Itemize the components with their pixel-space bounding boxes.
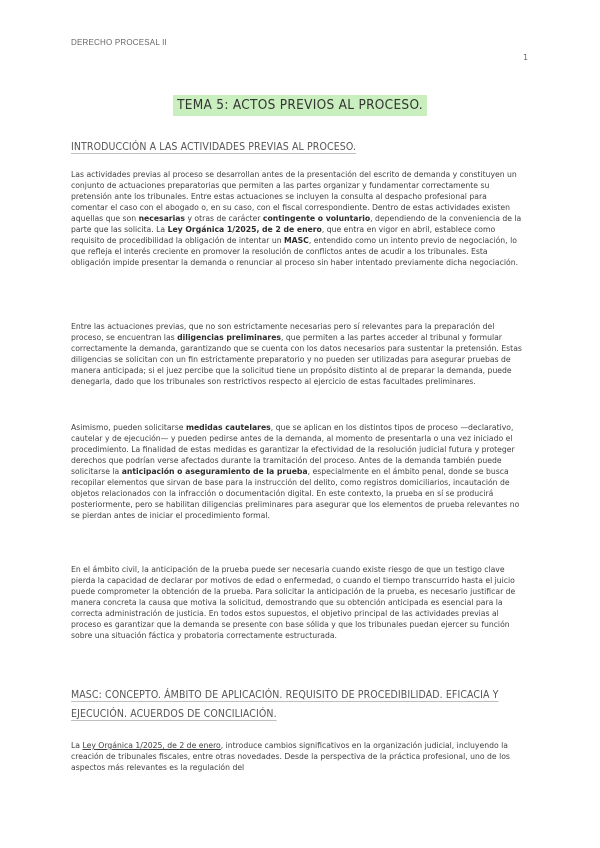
page-number: 1 (523, 53, 529, 62)
section-heading-masc: MASC: CONCEPTO. ÁMBITO DE APLICACIÓN. REQUISITO DE PROCEDIBILIDAD. EFICACIA Y EJECUCIÓN. ACUERDOS DE CONCILIACIÓN. (71, 689, 499, 720)
section-heading-intro: INTRODUCCIÓN A LAS ACTIVIDADES PREVIAS AL PROCESO. (71, 141, 357, 153)
paragraph-intro-3: Asimismo, pueden solicitarse medidas cautelares, que se aplican en los distintos tipos de proceso —declarativo, cautelar y de ejecución— y pueden pedirse antes de la demanda, al momento de presentarla o una vez iniciado el procedimiento. La finalidad de estas medidas es garantizar la efectividad de la resolución judicial futura y proteger derechos que podrían verse afectados durante la tramitación del proceso. Antes de la demanda también puede solicitarse la anticipación o aseguramiento de la prueba, especialmente en el ámbito penal, donde se busca recopilar elementos que sirvan de base para la instrucción del delito, como registros domiciliarios, incautación de objetos relacionados con la infracción o documentación digital. En este contexto, la prueba en sí se producirá posteriormente, pero se habilitan diligencias preliminares para asegurar que los elementos de prueba relevantes no se pierdan antes de iniciar el procedimiento formal. (71, 423, 520, 520)
running-header: DERECHO PROCESAL II (71, 38, 167, 47)
paragraph-intro-2: Entre las actuaciones previas, que no son estrictamente necesarias pero sí relevantes para la preparación del proceso, se encuentran las diligencias preliminares, que permiten a las partes acceder al tribunal y formular correctamente la demanda, garantizando que se cuenta con los datos necesarios para sustentar la pretensión. Estas diligencias se solicitan con un fin estrictamente preparatorio y no pueden ser utilizadas para asegurar pruebas de manera anticipada; si el juez percibe que la solicitud tiene un propósito distinto al de preparar la demanda, puede denegarla, dado que los tribunales son restrictivos respecto al ejercicio de estas facultades preliminares. (71, 322, 522, 386)
paragraph-intro-1: Las actividades previas al proceso se desarrollan antes de la presentación del escrito de demanda y constituyen un conjunto de actuaciones preparatorias que permiten a las partes organizar y fundamentar correctamente su pretensión ante los tribunales. Entre estas actuaciones se incluyen la consulta al despacho profesional para comentar el caso con el abogado o, en su caso, con el fiscal correspondiente. Dentro de estas actividades existen aquellas que son necesarias y otras de carácter contingente o voluntario, dependiendo de la conveniencia de la parte que las solicita. La Ley Orgánica 1/2025, de 2 de enero, que entra en vigor en abril, establece como requisito de procedibilidad la obligación de intentar un MASC, entendido como un intento previo de negociación, lo que refleja el interés creciente en promover la resolución de conflictos antes de acudir a los tribunales. Esta obligación impide presentar la demanda o renunciar al proceso sin haber intentado previamente dicha negociación. (71, 170, 522, 267)
paragraph-masc-1: La Ley Orgánica 1/2025, de 2 de enero, introduce cambios significativos en la organización judicial, incluyendo la creación de tribunales fiscales, entre otras novedades. Desde la perspectiva de la práctica profesional, uno de los aspectos más relevantes es la regulación del (71, 741, 510, 772)
paragraph-intro-4: En el ámbito civil, la anticipación de la prueba puede ser necesaria cuando existe riesgo de que un testigo clave pierda la capacidad de declarar por motivos de edad o enfermedad, o cuando el tiempo transcurrido hasta el juicio puede comprometer la obtención de la prueba. Para solicitar la anticipación de la prueba, es necesario justificar de manera concreta la causa que motiva la solicitud, demostrando que su obtención anticipada es esencial para la correcta administración de justicia. En todos estos supuestos, el objetivo principal de las actividades previas al proceso es garantizar que la demanda se presente con base sólida y que los tribunales puedan ejercer su función sobre una situación fáctica y probatoria correctamente estructurada. (71, 565, 516, 640)
title-wrap (0, 94, 600, 116)
page-title: TEMA 5: ACTOS PREVIOS AL PROCESO. (173, 95, 427, 116)
